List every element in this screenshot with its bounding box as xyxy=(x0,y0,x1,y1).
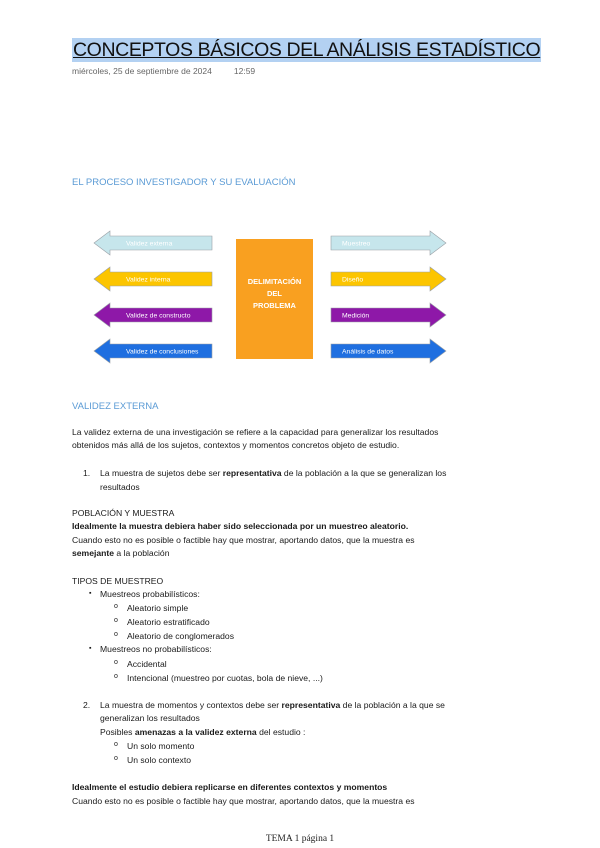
center-box xyxy=(236,239,313,359)
item-1-text-pre: La muestra de sujetos debe ser xyxy=(100,468,223,478)
page-date xyxy=(72,66,255,76)
page-footer: TEMA 1 página 1 xyxy=(265,834,335,844)
amenaza-item: Un solo momento xyxy=(127,741,195,751)
tipos-item: Intencional (muestreo por cuotas, bola de nieve, ...) xyxy=(127,673,323,683)
section-heading-validez-externa: VALIDEZ EXTERNA xyxy=(72,401,159,412)
tipos-group-2-label: Muestreos no probabilísticos: xyxy=(100,644,212,654)
item-1-line-2: resultados xyxy=(100,482,140,492)
left-arrow-label: Validez de constructo xyxy=(126,312,191,320)
item-2-text-pre: La muestra de momentos y contextos debe ser xyxy=(100,700,282,710)
right-arrows xyxy=(331,231,446,363)
right-arrow-label: Medición xyxy=(342,312,370,320)
center-label-line-3: PROBLEMA xyxy=(253,301,296,310)
circle-bullet-icon: o xyxy=(114,631,118,638)
time-text: 12:59 xyxy=(233,66,256,76)
circle-bullet-icon: o xyxy=(114,617,118,624)
poblacion-line-1: Cuando esto no es posible o factible hay que mostrar, aportando datos, que la muestra es xyxy=(72,535,415,545)
amenazas-bold: amenazas a la validez externa xyxy=(134,727,257,737)
poblacion-line-2 xyxy=(72,547,169,560)
tipos-item: Accidental xyxy=(127,659,167,669)
poblacion-bold-semejante: semejante xyxy=(72,548,115,558)
item-1-line-1 xyxy=(100,467,446,480)
last-line: Cuando esto no es posible o factible hay que mostrar, aportando datos, que la muestra es xyxy=(72,796,415,806)
poblacion-bold-line: Idealmente la muestra debiera haber sido seleccionada por un muestreo aleatorio. xyxy=(72,521,409,531)
circle-bullet-icon: o xyxy=(114,673,118,680)
left-arrow-label: Validez de conclusiones xyxy=(126,348,199,356)
item-2-line-2: generalizan los resultados xyxy=(100,713,200,723)
process-diagram xyxy=(90,226,450,376)
poblacion-post-text: a la población xyxy=(114,548,170,558)
left-arrows xyxy=(94,231,212,363)
item-1-number: 1. xyxy=(83,468,91,478)
section-heading-proceso: EL PROCESO INVESTIGADOR Y SU EVALUACIÓN xyxy=(72,177,296,188)
left-arrow-label: Validez externa xyxy=(126,240,173,248)
tipos-item: Aleatorio simple xyxy=(127,603,189,613)
right-arrow-label: Análisis de datos xyxy=(342,348,394,356)
center-label-line-2: DEL xyxy=(267,289,282,298)
item-1-bold: representativa xyxy=(222,468,282,478)
circle-bullet-icon: o xyxy=(114,659,118,666)
intro-line-2: obtenidos más allá de los sujetos, contextos y momentos concretos objeto de estudio. xyxy=(72,440,400,450)
right-arrow-label: Diseño xyxy=(342,276,364,284)
square-bullet-icon: ▪ xyxy=(89,590,92,597)
item-2-text-post: de la población a la que se xyxy=(340,700,445,710)
item-2-amenazas xyxy=(100,726,305,739)
date-text: miércoles, 25 de septiembre de 2024 xyxy=(72,66,212,76)
tipos-item: Aleatorio estratificado xyxy=(127,617,210,627)
circle-bullet-icon: o xyxy=(114,603,118,610)
tipos-heading: TIPOS DE MUESTREO xyxy=(72,576,164,586)
ideal-replicar-line: Idealmente el estudio debiera replicarse en diferentes contextos y momentos xyxy=(72,782,388,792)
right-arrow-label: Muestreo xyxy=(342,240,371,248)
amenazas-post: del estudio : xyxy=(256,727,306,737)
item-2-line-1 xyxy=(100,699,445,712)
circle-bullet-icon: o xyxy=(114,741,118,748)
item-2-bold: representativa xyxy=(281,700,341,710)
tipos-group-1-label: Muestreos probabilísticos: xyxy=(100,589,200,599)
page-title: CONCEPTOS BÁSICOS DEL ANÁLISIS ESTADÍSTICO xyxy=(73,39,541,61)
square-bullet-icon: ▪ xyxy=(89,645,92,652)
circle-bullet-icon: o xyxy=(114,755,118,762)
tipos-item: Aleatorio de conglomerados xyxy=(127,631,235,641)
center-label-line-1: DELIMITACIÓN xyxy=(247,277,302,286)
amenazas-pre: Posibles xyxy=(100,727,135,737)
intro-line-1: La validez externa de una investigación se refiere a la capacidad para generalizar los resultados xyxy=(72,427,439,437)
item-1-text-post: de la población a la que se generalizan los xyxy=(281,468,447,478)
poblacion-heading: POBLACIÓN Y MUESTRA xyxy=(72,508,175,518)
left-arrow-label: Validez interna xyxy=(126,276,171,284)
item-2-number: 2. xyxy=(83,700,91,710)
amenaza-item: Un solo contexto xyxy=(127,755,192,765)
